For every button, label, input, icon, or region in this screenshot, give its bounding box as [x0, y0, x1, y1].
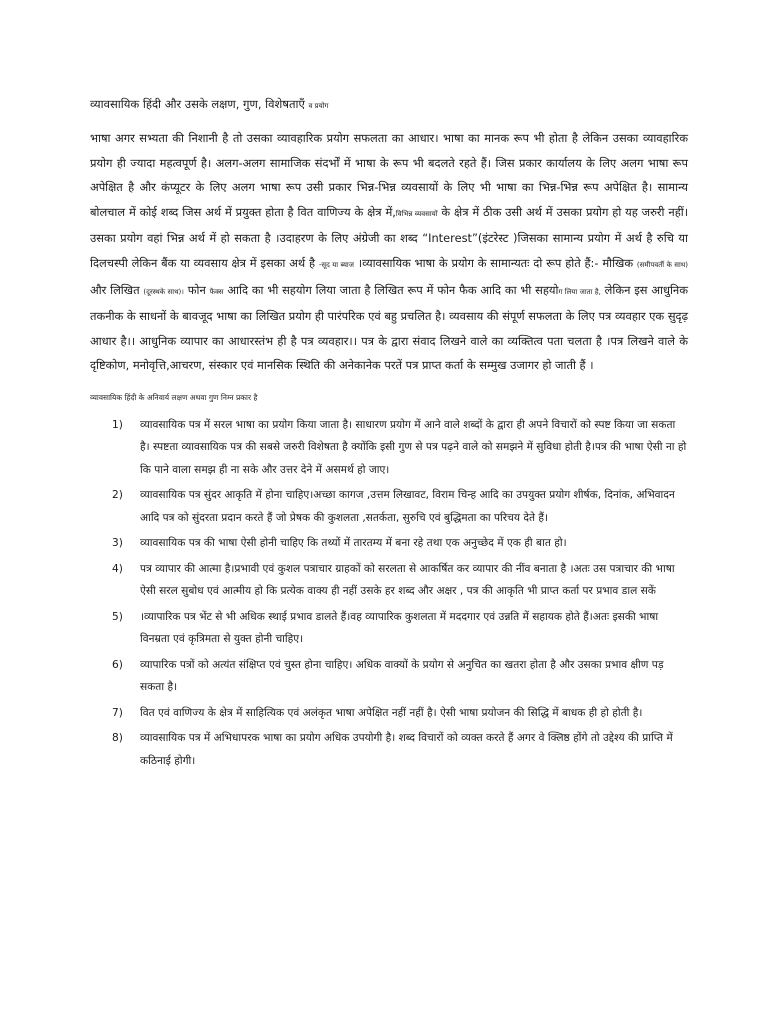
- list-item-text: व्यावसायिक पत्र की भाषा ऐसी होनी चाहिए कि तथ्यों में तारतम्य में बना रहे तथा एक अनुच्छेद में एक ही बात हो।: [140, 537, 567, 550]
- list-item: [90, 606, 688, 651]
- list-item-text: व्यावसायिक पत्र सुंदर आकृति में होना चाहिए।अच्छा कागज ,उत्तम लिखावट, विराम चिन्ह आदि का उपयुक्त प्रयोग शीर्षक, दिनांक, अभिवादन आदि पत्र को सुंदरता प्रदान करते हैं जो प्रेषक की कुशलता ,सतर्कता, सुरुचि एवं बुद्धिमता का परिचय देते हैं।: [140, 489, 675, 524]
- list-item-text: व्यावसायिक पत्र में अभिधापरक भाषा का प्रयोग अधिक उपयोगी है। शब्द विचारों को व्यक्त करते हैं अगर वे क्लिष्ठ होंगे तो उद्देश्य की प्राप्ति में कठिनाई होगी।: [140, 732, 673, 767]
- list-item-number: 1): [112, 418, 123, 431]
- list-item-number: 5): [112, 610, 123, 623]
- list-item-text: ।व्यापारिक पत्र भेंट से भी अधिक स्थाई प्रभाव डालते हैं।वह व्यापारिक कुशलता में मददगार एवं उन्नति में सहायक होते हैं।अतः इसकी भाषा विनम्रता एवं कृत्रिमता से युक्त होनी चाहिए।: [140, 610, 659, 646]
- intro-small-5: फैक्स: [209, 287, 224, 296]
- list-item: [90, 414, 688, 482]
- intro-text-2: के क्षेत्र में ठीक उसी अर्थ में उसका प्रयोग हो यह जरुरी नहीं। उसका प्रयोग वहां भिन्न अर्थ में हो सकता है ।उदाहरण के लिए अंग्रेजी का शब्द “Interest”(इंटरेस्ट )जिसका सामान्य प्रयोग में अर्थ है रुचि या दिलचस्पी लेकिन बैंक या व्यवसाय क्षेत्र में इसका अर्थ है: [90, 204, 689, 270]
- intro-small-3: (समीपवर्ती के साथ): [636, 260, 688, 269]
- intro-paragraph: [90, 126, 688, 378]
- list-item: [90, 727, 688, 772]
- intro-text-7: लेकिन इस आधुनिक तकनीक के साधनों के बावजूद भाषा का लिखित प्रयोग ही पारंपरिक एवं बहु प्रचलित है। व्यवसाय की संपूर्ण सफलता के लिए पत्र व्यवहार एक सुदृढ़ आधार है।। आधुनिक व्यापार का आधारस्तंभ ही है पत्र व्यवहार।। पत्र के द्वारा संवाद लिखने वाले का व्यक्तित्व पता चलता है ।पत्र लिखने वाले के दृष्टिकोण, मनोवृत्ति,आचरण, संस्कार एवं मानसिक स्थिति की अनेकानेक परतें पत्र प्राप्त कर्ता के सम्मुख उजागर हो जाती हैं ।: [90, 282, 688, 373]
- list-item-number: 2): [112, 489, 123, 502]
- characteristics-list: [90, 414, 688, 773]
- list-item-text: व्यावसायिक पत्र में सरल भाषा का प्रयोग किया जाता है। साधारण प्रयोग में आने वाले शब्दों के द्वारा ही अपने विचारों को स्पष्ट किया जा सकता है। स्पष्टता व्यावसायिक पत्र की सबसे जरुरी विशेषता है क्योंकि इसी गुण से पत्र पढ़ने वाले को समझने में सुविधा होती है।पत्र की भाषा ऐसी ना हो कि पाने वाला समझ ही ना सके और उत्तर देने में असमर्थ हो जाए।: [140, 418, 687, 476]
- intro-small-6: ग लिया जाता है,: [558, 287, 601, 296]
- intro-text-5: फोन: [183, 282, 210, 297]
- list-subheading: व्यावसायिक हिंदी के अनिवार्य लक्षण अथवा गुण निम्न प्रकार है: [90, 392, 258, 402]
- list-item-number: 4): [112, 562, 123, 575]
- intro-text-6: आदि का भी सहयोग लिया जाता है लिखित रूप में फोन फैक आदि का भी सहयो: [223, 282, 559, 297]
- intro-small-2: -सूद या ब्याज: [318, 260, 354, 269]
- list-item-number: 7): [112, 706, 123, 719]
- document-title: [90, 96, 688, 114]
- list-item-text: व्यापारिक पत्रों को अत्यंत संक्षिप्त एवं चुस्त होना चाहिए। अधिक वाक्यों के प्रयोग से अनुचित का खतरा होता है और उसका प्रभाव क्षीण पड़ सकता है।: [140, 658, 664, 694]
- list-item-text: पत्र व्यापार की आत्मा है।प्रभावी एवं कुशल पत्राचार ग्राहकों को सरलता से आकर्षित कर व्यापार की नींव बनाता है ।अतः उस पत्राचार की भाषा ऐसी सरल सुबोध एवं आत्मीय हो कि प्रत्येक वाक्य ही नहीं उसके हर शब्द और अक्षर , पत्र की आकृति भी प्राप्त कर्ता पर प्रभाव डाल सकें: [140, 562, 675, 598]
- list-item: [90, 654, 688, 699]
- title-suffix: व प्रयोग: [308, 102, 329, 110]
- list-item: [90, 702, 688, 725]
- intro-small-4: (दूरस्थके साथ)।: [143, 287, 184, 296]
- list-item: [90, 484, 688, 529]
- list-item-number: 6): [112, 658, 123, 671]
- intro-small-1: विभिन्न व्यवसायों: [395, 209, 438, 218]
- intro-text-1: भाषा अगर सभ्यता की निशानी है तो उसका व्यावहारिक प्रयोग सफलता का आधार। भाषा का मानक रूप भी होता है लेकिन उसका व्यावहारिक प्रयोग ही ज्यादा महत्वपूर्ण है। अलग-अलग सामाजिक संदर्भों में भाषा के रूप भी बदलते रहते हैं। जिस प्रकार कार्यालय के लिए अलग भाषा रूप अपेक्षित है और कंप्यूटर के लिए अलग भाषा रूप उसी प्रकार भिन्न-भिन्न व्यवसायों के लिए भी भाषा का भिन्न-भिन्न रूप अपेक्षित है। सामान्य बोलचाल में कोई शब्द जिस अर्थ में प्रयुक्त होता है वित वाणिज्य के क्षेत्र में,: [90, 131, 688, 219]
- list-item: [90, 532, 688, 555]
- title-main: व्यावसायिक हिंदी और उसके लक्षण, गुण, विशेषताएँ: [90, 97, 305, 111]
- list-item-number: 3): [112, 537, 123, 550]
- list-item-text: वित एवं वाणिज्य के क्षेत्र में साहित्यिक एवं अलंकृत भाषा अपेक्षित नहीं नहीं है। ऐसी भाषा प्रयोजन की सिद्धि में बाधक ही हो होती है।: [140, 706, 643, 719]
- list-item-number: 8): [112, 732, 123, 745]
- list-item: [90, 558, 688, 603]
- intro-text-4: और लिखित: [90, 282, 144, 297]
- intro-text-3: ।व्यावसायिक भाषा के प्रयोग के सामान्यतः दो रूप होते हैं:- मौखिक: [353, 255, 637, 270]
